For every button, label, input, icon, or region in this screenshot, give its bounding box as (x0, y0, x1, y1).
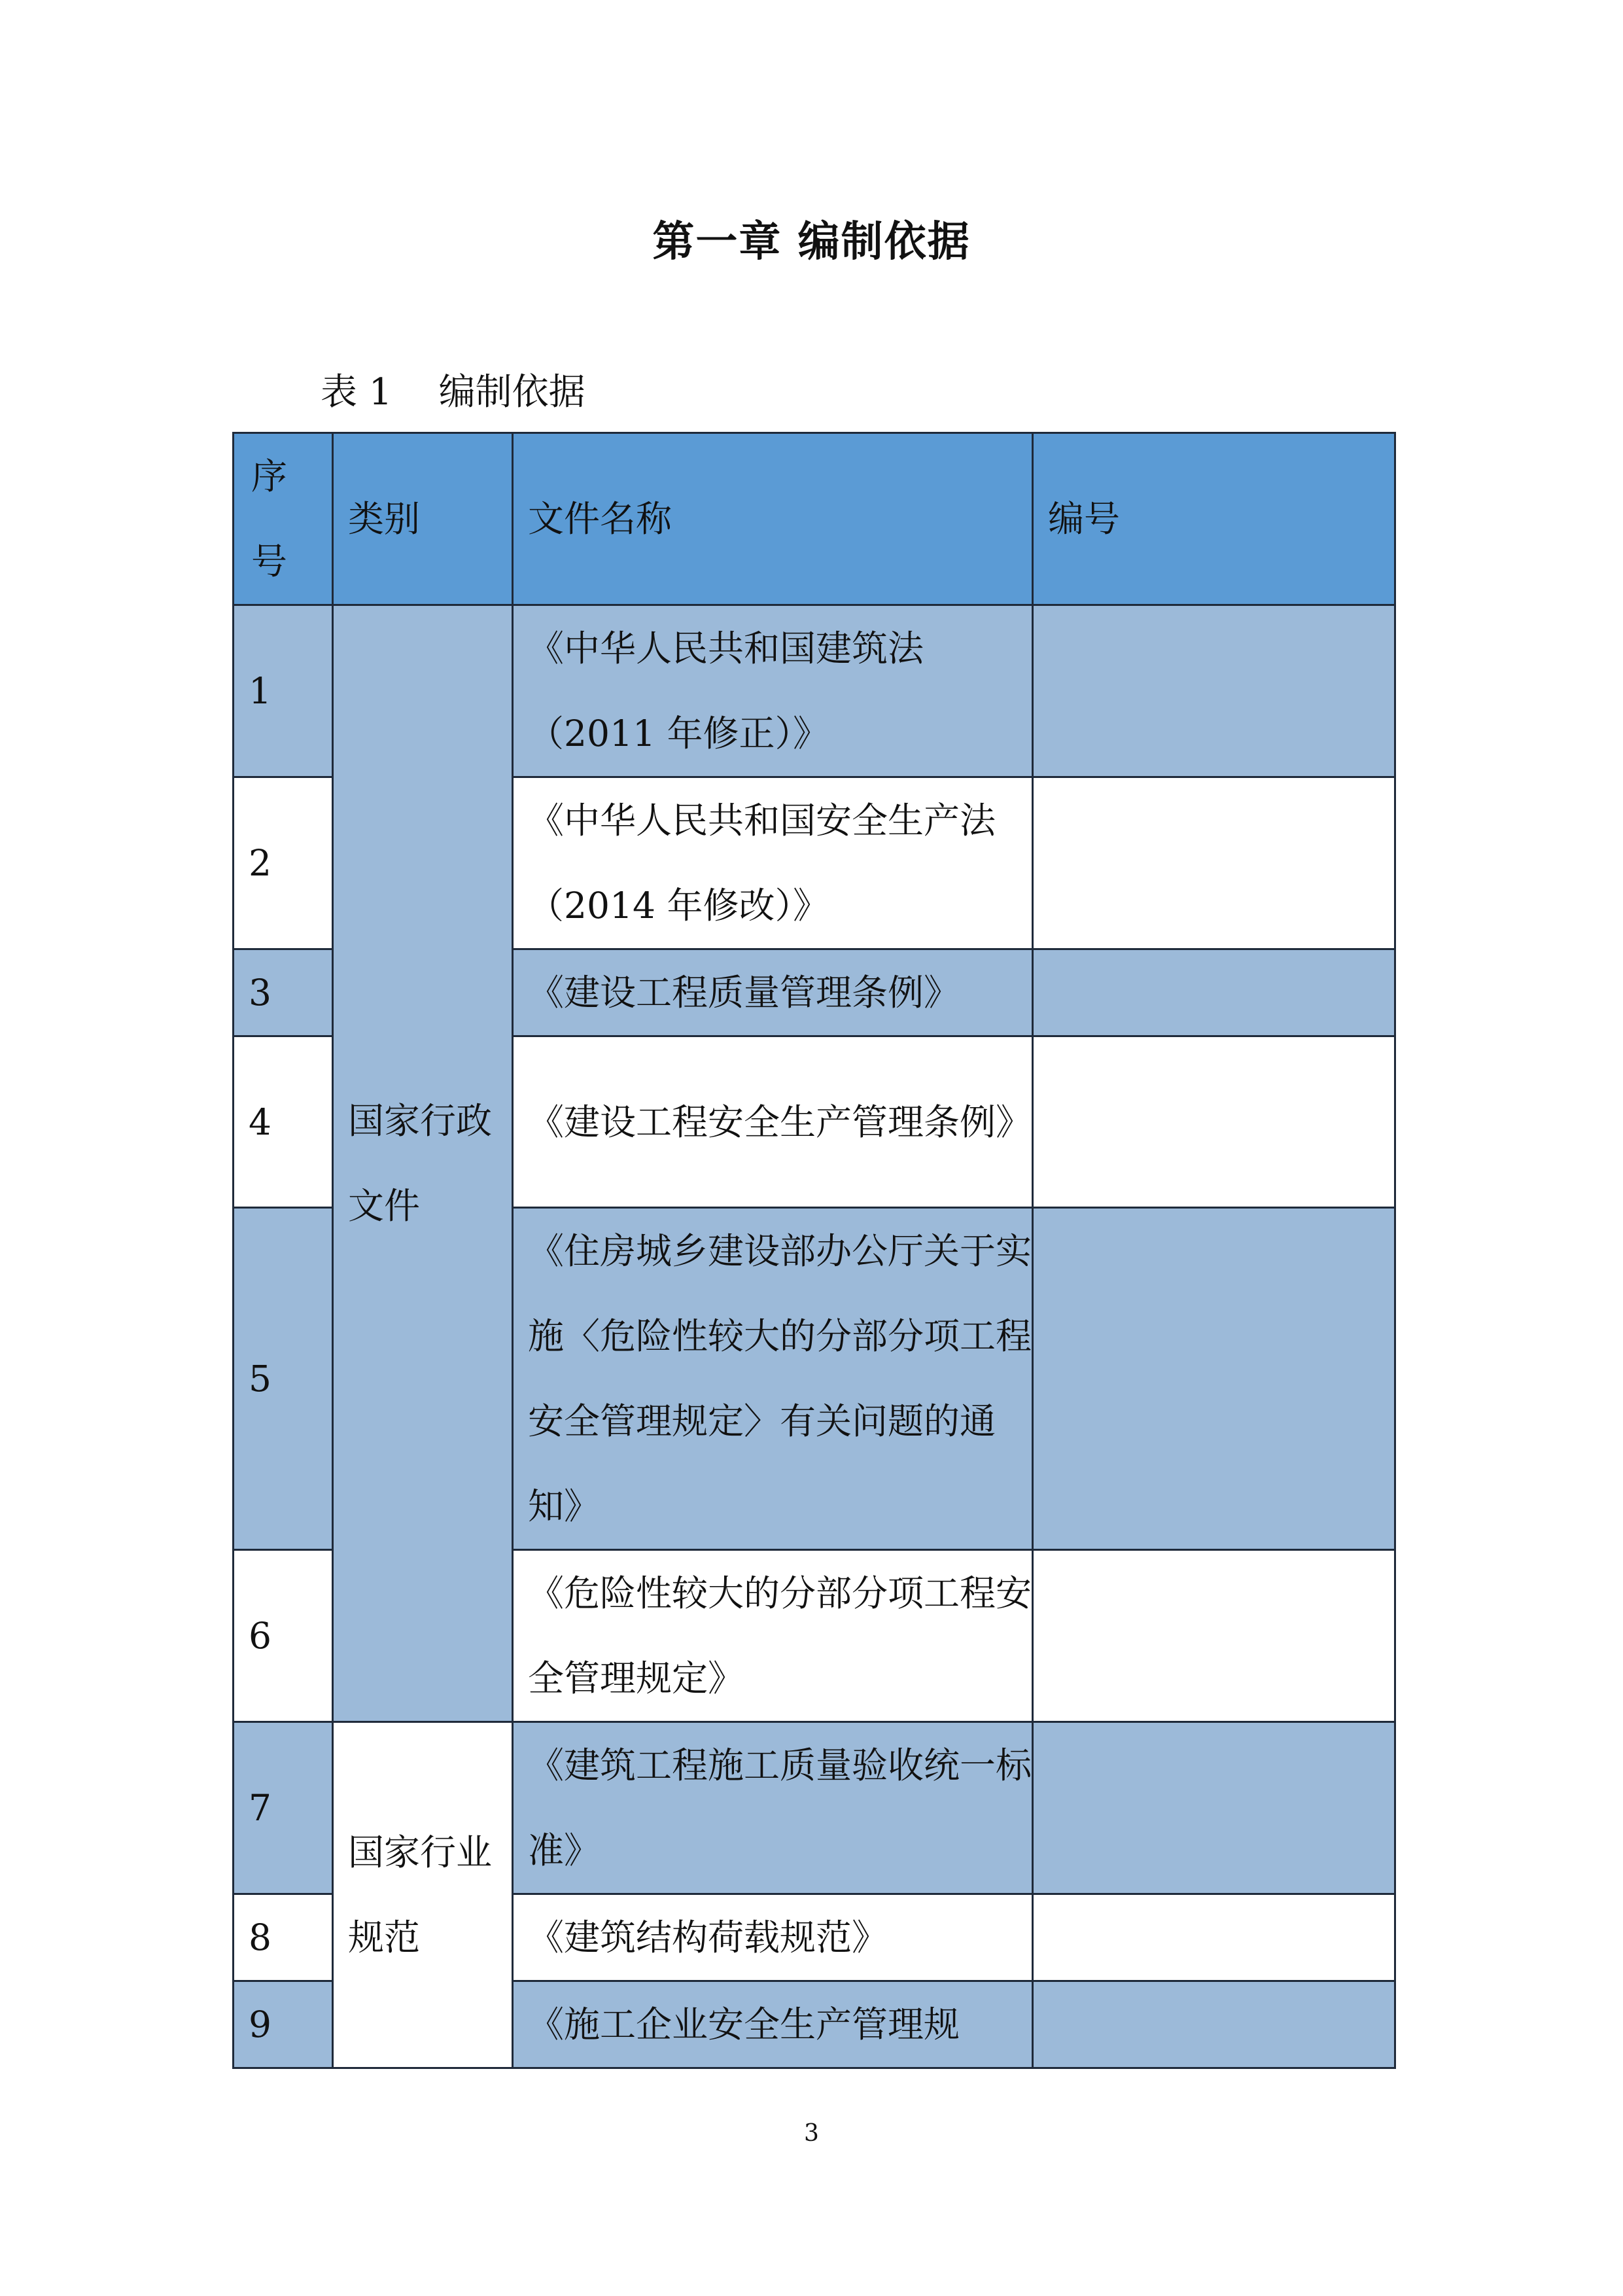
row-code (1033, 1550, 1395, 1722)
row-seq: 2 (234, 777, 333, 949)
category-cell (333, 605, 513, 1722)
row-name: 《中华人民共和国安全生产法（2014 年修改）》 (513, 777, 1033, 949)
table-caption: 表 1 编制依据 (321, 371, 585, 414)
row-name: 《危险性较大的分部分项工程安全管理规定》 (513, 1550, 1033, 1722)
row-seq: 9 (234, 1981, 333, 2068)
row-code (1033, 1208, 1395, 1550)
row-name: 《建筑结构荷载规范》 (513, 1894, 1033, 1981)
row-code (1033, 949, 1395, 1036)
row-name: 《中华人民共和国建筑法（2011 年修正）》 (513, 605, 1033, 777)
header-seq (234, 433, 333, 605)
page-number: 3 (804, 2120, 819, 2147)
header-seq-line1: 序 (251, 455, 288, 497)
row-code (1033, 1981, 1395, 2068)
row-seq: 5 (234, 1208, 333, 1550)
chapter-title: 第一章 编制依据 (652, 218, 971, 266)
row-code (1033, 605, 1395, 777)
row-code (1033, 1722, 1395, 1894)
row-seq: 7 (234, 1722, 333, 1894)
table-row (234, 1722, 1395, 1894)
row-name: 《建设工程质量管理条例》 (513, 949, 1033, 1036)
category-label: 国家行业规范 (348, 1831, 493, 1958)
row-name: 《建筑工程施工质量验收统一标准》 (513, 1722, 1033, 1894)
row-name: 《施工企业安全生产管理规 (513, 1981, 1033, 2068)
row-seq: 8 (234, 1894, 333, 1981)
header-name: 文件名称 (513, 433, 1033, 605)
basis-table (232, 432, 1396, 2069)
header-seq-line2: 号 (251, 540, 288, 582)
table-header-row (234, 433, 1395, 605)
header-code: 编号 (1033, 433, 1395, 605)
row-seq: 4 (234, 1036, 333, 1208)
row-name: 《建设工程安全生产管理条例》 (513, 1036, 1033, 1208)
row-code (1033, 777, 1395, 949)
row-seq: 6 (234, 1550, 333, 1722)
row-code (1033, 1036, 1395, 1208)
row-code (1033, 1894, 1395, 1981)
table-row (234, 605, 1395, 777)
row-name: 《住房城乡建设部办公厅关于实施〈危险性较大的分部分项工程安全管理规定〉有关问题的通知》 (513, 1208, 1033, 1550)
header-category: 类别 (333, 433, 513, 605)
row-seq: 1 (234, 605, 333, 777)
category-cell (333, 1722, 513, 2068)
row-seq: 3 (234, 949, 333, 1036)
category-label: 国家行政文件 (348, 1100, 493, 1227)
